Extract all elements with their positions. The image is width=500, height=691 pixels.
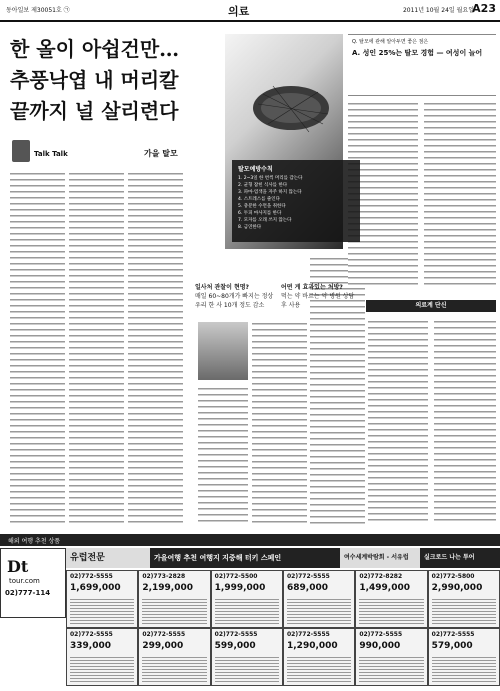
headline-line-1: 한 올이 아쉽건만…	[10, 37, 180, 61]
ad-listing	[283, 628, 355, 686]
ad-listing	[138, 628, 210, 686]
ad-listing	[138, 570, 210, 628]
qa-text-column	[424, 100, 496, 285]
ad-phone: 02)773-2828	[142, 573, 186, 580]
ad-text	[359, 597, 423, 624]
issue-date: 2011년 10월 24일 월요일	[402, 7, 474, 14]
ad-price: 1,999,000	[214, 583, 266, 593]
tip-item: 3. 파마·염색을 자주 하지 않는다	[238, 190, 302, 195]
ad-price: 2,199,000	[142, 583, 194, 593]
tip-item: 6. 두피 마사지를 한다	[238, 211, 282, 216]
article-text-column	[128, 170, 183, 525]
news-brief-title: 의료계 단신	[366, 300, 496, 312]
ad-banner	[0, 534, 500, 546]
ad-price: 1,699,000	[70, 583, 121, 593]
ad-text	[142, 597, 206, 624]
tip-item: 1. 2~3일 한 번씩 머리를 감는다	[238, 176, 303, 181]
ad-price: 339,000	[70, 641, 111, 651]
ad-listing	[211, 628, 283, 686]
pull-quote-head: 어떤 게 효과있는 처방?	[281, 284, 343, 291]
headline-line-3: 끝까지 널 살리련다	[10, 99, 179, 123]
ad-listing	[283, 570, 355, 628]
ad-listing	[211, 570, 283, 628]
qa-answer: A. 성인 25%는 탈모 경험 — 여성이 늘어	[352, 49, 483, 57]
main-headline	[10, 34, 220, 127]
news-brief-column	[368, 318, 428, 525]
pull-quote-text: 먹는 약 바르는 약 병원 상담 후 사용	[281, 293, 355, 309]
ad-listing	[66, 628, 138, 686]
news-brief-column	[434, 318, 496, 525]
publication-name: 동아일보 제30051호 ㉠	[6, 7, 70, 14]
ad-phone: 02)772-5555	[214, 631, 258, 638]
ad-category-header: 실크로드 나는 투어	[420, 548, 500, 568]
ad-price: 579,000	[431, 641, 473, 651]
pull-quotes	[195, 282, 365, 320]
ad-phone: 02)772-5555	[359, 631, 403, 638]
logo-phone: 02)777-114	[5, 589, 51, 597]
article-text-column	[69, 170, 124, 525]
ad-price: 2,990,000	[431, 583, 483, 593]
article-text-column	[198, 385, 248, 525]
tip-item: 4. 스트레스를 줄인다	[238, 197, 280, 202]
qa-box	[348, 34, 496, 96]
doctor-portrait	[198, 322, 248, 380]
comb-illustration	[243, 74, 333, 144]
article-text-column	[252, 320, 307, 525]
ad-phone: 02)772-5500	[214, 573, 258, 580]
tips-title: 탈모예방수칙	[238, 166, 273, 173]
ad-listing	[355, 570, 427, 628]
ad-text	[287, 597, 351, 624]
headline-line-2: 추풍낙엽 내 머리칼	[10, 68, 179, 92]
ad-text	[215, 655, 279, 682]
travel-agency-logo	[0, 548, 66, 618]
tip-item: 2. 균형 잡힌 식사를 한다	[238, 183, 288, 188]
tip-item: 5. 충분한 수면을 취한다	[238, 204, 286, 209]
article-text-column	[10, 170, 65, 525]
page-number: A23	[472, 2, 496, 15]
ad-text	[432, 597, 496, 624]
ad-phone: 02)772-5555	[142, 631, 186, 638]
ad-phone: 02)772-5555	[287, 631, 330, 638]
ad-listing	[66, 570, 138, 628]
ad-banner-text: 해외 여행 추천 상품	[8, 538, 61, 545]
columnist-byline	[12, 140, 212, 164]
ad-phone: 02)772-5555	[287, 573, 330, 580]
ad-phone: 02)772-5555	[70, 573, 113, 580]
pull-quote-text: 매일 60~80개가 빠지는 정상 우리 한 사 10개 정도 감소	[195, 293, 274, 309]
ad-price: 599,000	[214, 641, 256, 651]
column-subject: 가을 탈모	[144, 149, 178, 158]
ad-phone: 02)772-5555	[70, 631, 113, 638]
ad-price: 1,290,000	[287, 641, 338, 651]
ad-price: 299,000	[142, 641, 184, 651]
ad-category-header: 가을여행 추천 여행지 지중해 터키 스페인	[150, 548, 340, 568]
section-title: 의료	[228, 5, 250, 18]
ad-listing	[428, 628, 500, 686]
qa-question: Q. 탈모에 관해 알아두면 좋은 점은	[352, 39, 429, 45]
ad-text	[70, 655, 134, 682]
columnist-photo	[12, 140, 30, 162]
pull-quote-head: 일사처 관찰이 현명?	[195, 284, 250, 291]
column-name: Talk Talk	[34, 150, 68, 158]
masthead	[0, 0, 500, 22]
ad-listing	[428, 570, 500, 628]
ad-price: 990,000	[359, 641, 401, 651]
ad-phone: 02)772-8282	[359, 573, 403, 580]
ad-text	[359, 655, 423, 682]
ad-listing	[355, 628, 427, 686]
ad-text	[142, 655, 206, 682]
ad-text	[432, 655, 496, 682]
ad-text	[215, 597, 279, 624]
tip-item: 7. 모자를 오래 쓰지 않는다	[238, 218, 292, 223]
tip-item: 8. 금연한다	[238, 225, 262, 230]
logo-mark: Dt	[7, 557, 29, 576]
ad-category-header: 여수세계박람회 - 서유럽	[340, 548, 420, 568]
ad-phone: 02)772-5800	[431, 573, 475, 580]
ad-text	[287, 655, 351, 682]
ad-category-header: 유럽전문	[66, 548, 150, 568]
ad-phone: 02)772-5555	[431, 631, 475, 638]
ad-price: 1,499,000	[359, 583, 411, 593]
ad-text	[70, 597, 134, 624]
logo-subtext: tour.com	[9, 577, 40, 585]
tips-box	[232, 160, 360, 242]
ad-price: 689,000	[287, 583, 328, 593]
